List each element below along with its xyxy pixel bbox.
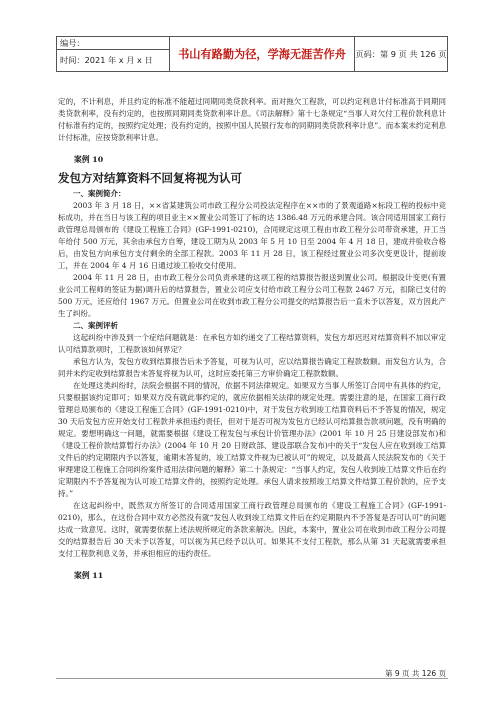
paragraph: 2003 年 3 月 18 日，××省某建筑公司市政工程分公司投法定程序在××市的了景观道路×标段工程的投标中竞标成功，并在当日与该工程的项目业主××置业公司签订了标的达 1386.48 万元的承建合同。该合同适用国家工商行政管理总局颁布的《建设工程施工合同》(GF-1991-0210)，合同规定这项工程由市政工程分公司带资承建，开工当年给付 500 万元，其余由承包方自筹，建设工期为从 2003 年 5 月 10 日至 2004 年 4 月 18 日，建成并验收合格后，由发包方向承包方支付剩余的全部工程款。2003 年 11 月 28 日，该工程经过置业公司多次变更设计，提前竣工，并在 2004 年 4 月 16 日通过竣工验收交付使用。 — [58, 201, 446, 270]
section-heading: 一、案例简介： — [73, 189, 126, 198]
paragraph: 在处理这类纠纷时，法院会根据不同的情况，依据不同法律规定。如果双方当事人所签订合同中有具体的约定，只要根据该约定即可；如果双方没有就此事约定的，就应依据相关法律的规定处理。需要注意的是，在国家工商行政管理总局颁布的《建设工程施工合同》(GF-1991-0210)中，对于发包方收到竣工结算资料后不予答复的情况，规定 30 天后发包方应开始支付工程款并承担违约责任，但对于是否可视为发包方已经认可结算报告款项问题，没有明确的规定。要想明确这一问题，就需要根据《建设工程发包与承包计价管理办法》(2001 年 10 月 25 日建设部发布)和《建设工程价款结算暂行办法》(2004 年 10 月 20 日财政部、建设部联合发布)中的关于“发包人应在收到竣工结算文件后的约定期限内予以答复，逾期未答复的，竣工结算文件视为已被认可”的规定，以及最高人民法院发布的《关于审理建设工程施工合同纠纷案件适用法律问题的解释》第二十条规定：“当事人约定，发包人收到竣工结算文件后在约定期限内不予答复视为认可竣工结算文件的，按照约定处理。承包人请求按照竣工结算文件结算工程价款的，应予支持。” — [58, 381, 446, 498]
header-meta — [57, 37, 170, 71]
case-label: 案例 11 — [74, 571, 104, 580]
paragraph: 这起纠纷中涉及到一个症结问题就是：在承包方如约递交了工程结算资料，发包方却迟迟对结算资料不加以审定认可结算款项时，工程款该如何界定？ — [58, 333, 446, 354]
header-slogan: 书山有路勤为径，学海无涯苦作舟 — [170, 37, 355, 71]
section-heading: 二、案例评析 — [73, 321, 118, 330]
footer-page-number: 第 9 页 共 126 页 — [384, 669, 446, 678]
document-body — [58, 96, 446, 582]
section-title: 发包方对结算资料不回复将视为认可 — [58, 171, 242, 185]
paragraph: 承包方认为，发包方收到结算报告后未予答复，可视为认可，应以结算报告确定工程款数额。而发包方认为，合同并未约定收到结算报告未答复将视为认可，这时应委托第三方审价确定工程款数额。 — [58, 357, 446, 378]
paragraph: 在这起纠纷中，既然双方所签订的合同适用国家工商行政管理总局颁布的《建设工程施工合同》(GF-1991-0210)，那么，在这份合同中双方必然没有就“发包人收到竣工结算文件后在约定期限内不予答复是否可认可”的问题达成一致意见。这时，就需要依据上述法规所规定的条款来解决。因此，本案中，置业公司在收到市政工程分公司提交的结算报告后 30 天未予以答复，可以视为其已经予以认可。如果其不支付工程款，那么从第 31 天起就需要承担支付工程款利息义务，并承担相应的违约责任。 — [58, 501, 446, 558]
case-label: 案例 10 — [74, 155, 104, 164]
page-header — [56, 36, 448, 72]
time-label: 时间：2021 年 x 月 x 日 — [60, 55, 153, 65]
header-page-number: 页码：第 9 页 共 126 页 — [355, 48, 447, 59]
paragraph: 2004 年 11 月 28 日，由市政工程分公司负责承建的这项工程的结算报告报送到置业公司。根据设计变更(有置业公司工程师的签证为据)调升后的结算报告，置业公司应支付给市政工程分公司工程款 2467 万元，扣除已支付的 500 万元，还应给付 1967 万元。但置业公司在收到市政工程分公司提交的结算报告后一直未予以答复，双方因此产生了纠纷。 — [58, 273, 446, 318]
footer-divider — [56, 678, 448, 679]
paragraph: 定的，不计利息，并且约定的标准不能超过同期同类贷款利率。而对拖欠工程款，可以约定利息计付标准高于同期同类贷款利率，没有约定的，也按照同期同类贷款利率计息。《司法解释》第十七条规定“当事人对欠付工程价款利息计付标准有约定的，按照约定处理；没有约定的，按照中国人民银行发布的同期同类贷款利率计息”。而本案未约定利息计付标准，应按贷款利率计息。 — [58, 97, 446, 142]
code-label: 编号： — [57, 37, 169, 50]
